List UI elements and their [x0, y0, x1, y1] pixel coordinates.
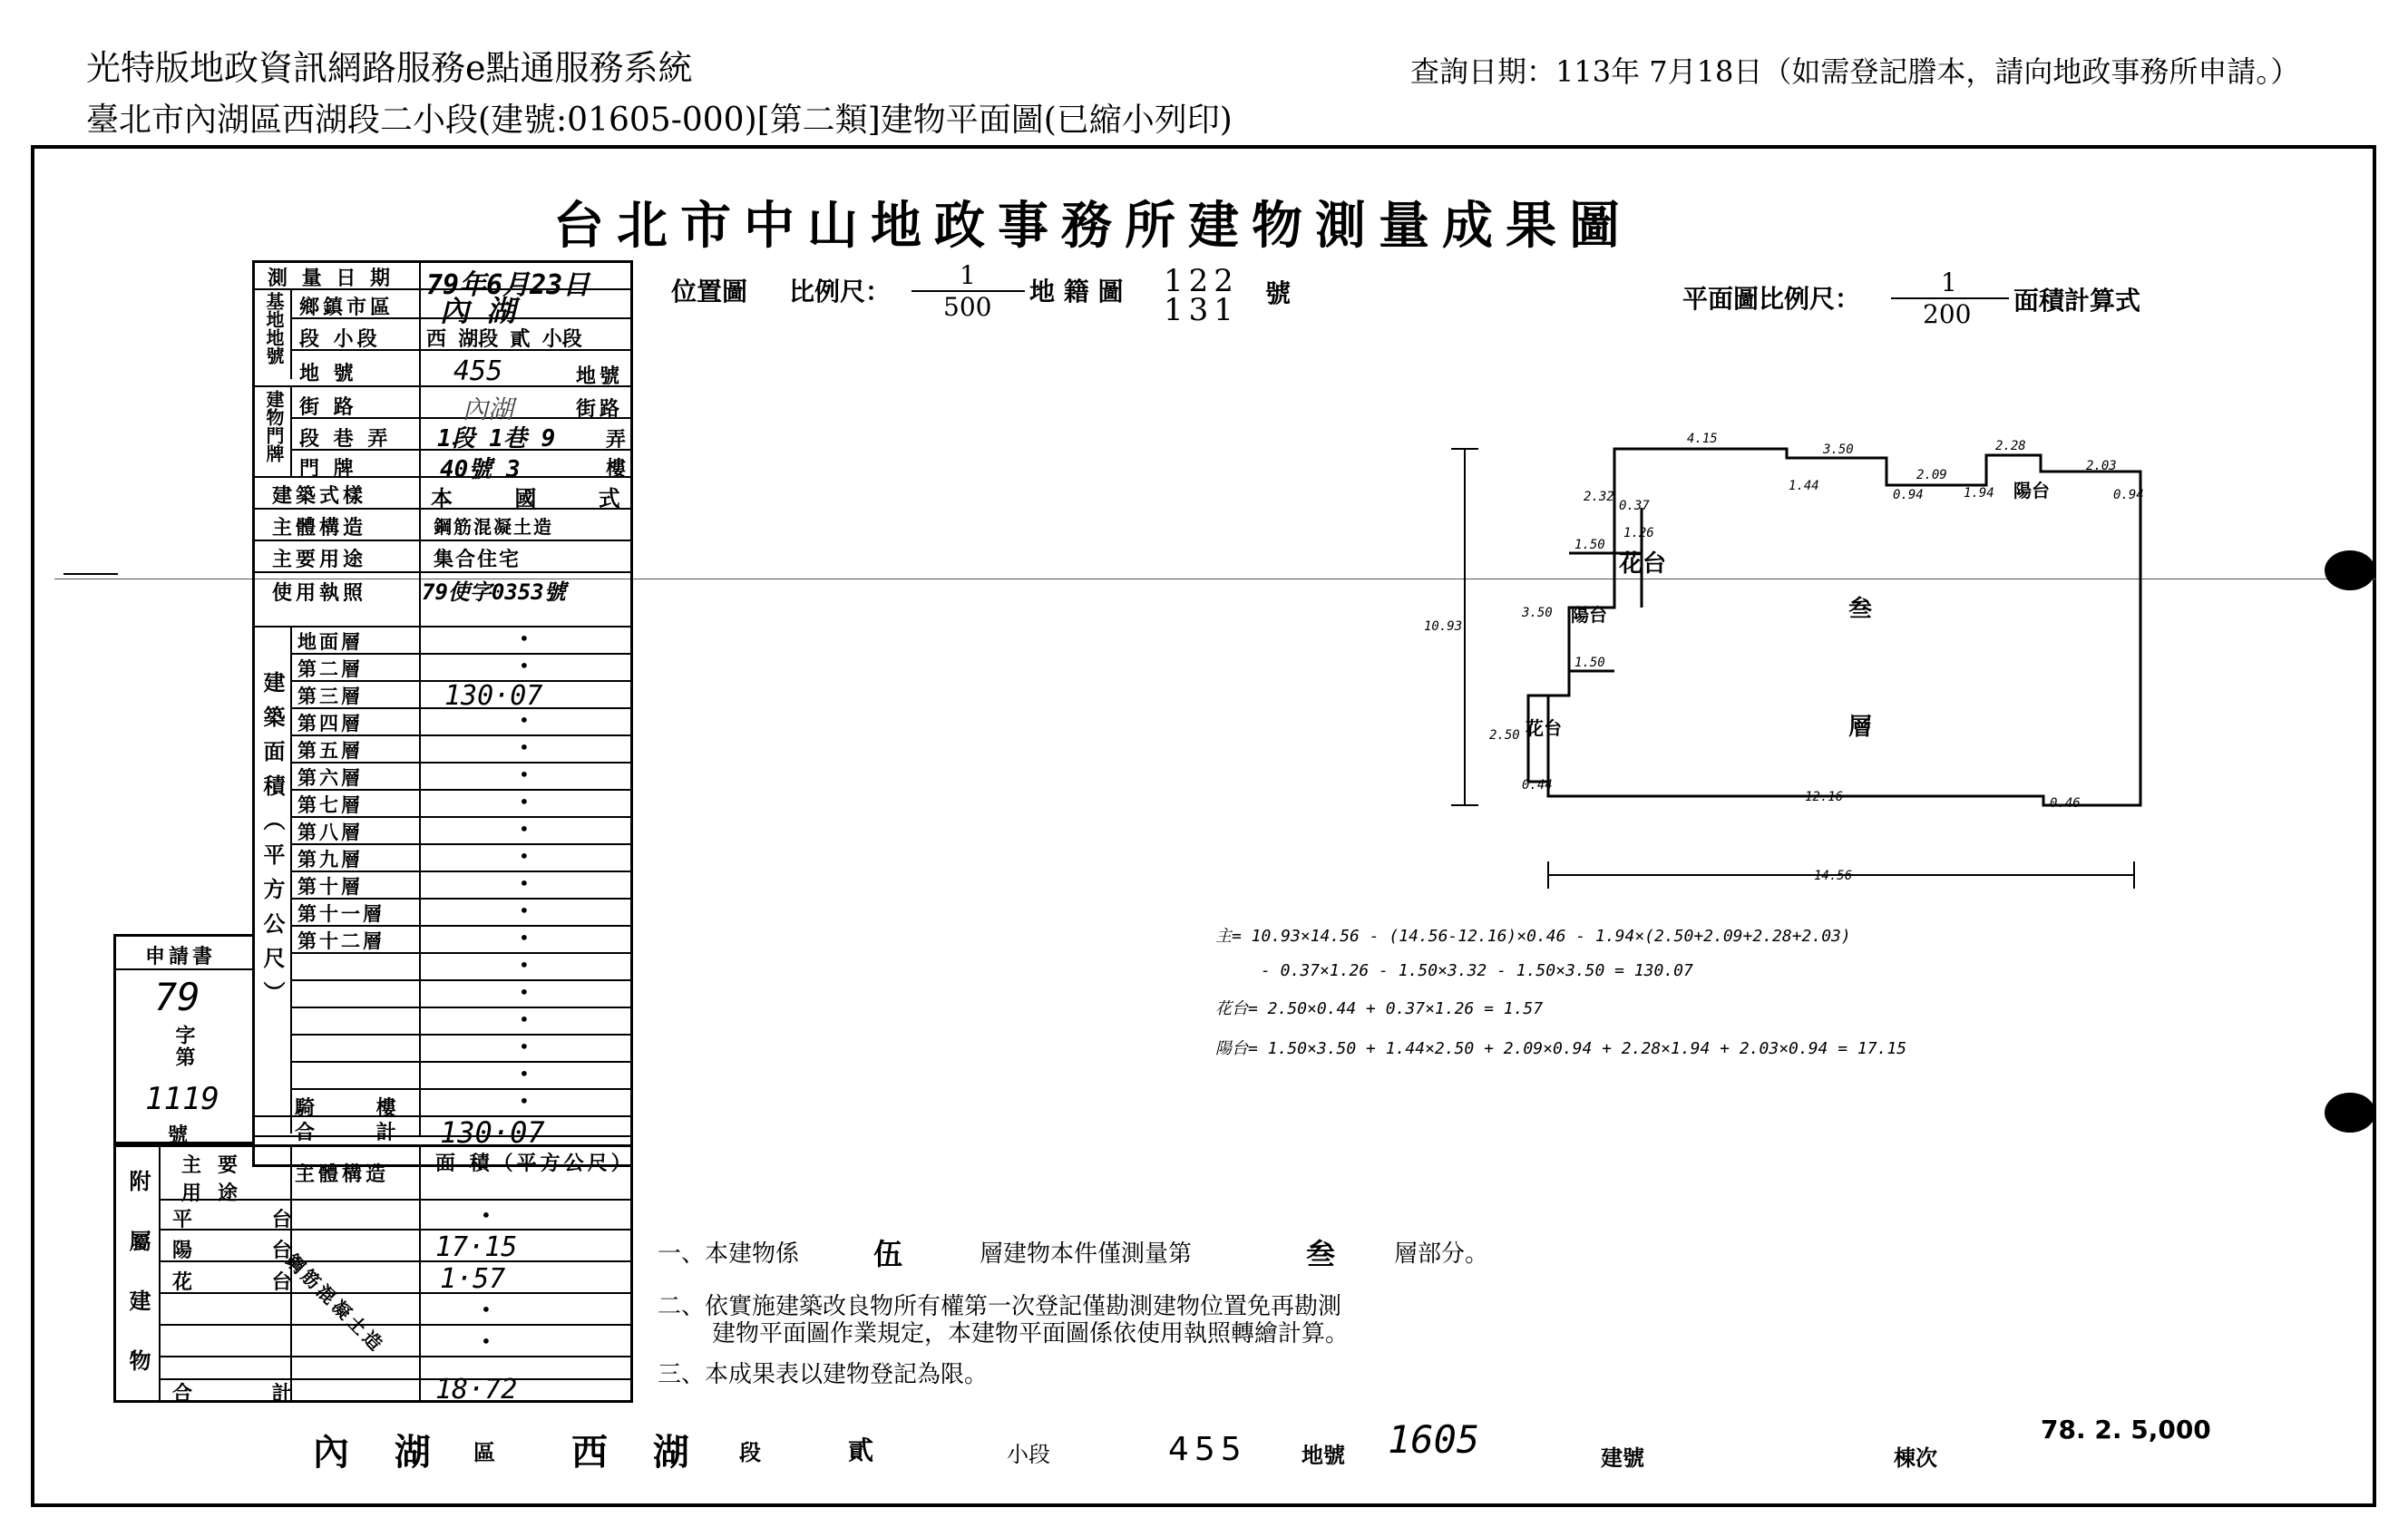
- dim-0-46: 0.46: [2050, 796, 2081, 811]
- application-label: 申請書: [145, 945, 217, 968]
- footer-lot-suffix: 地號: [1301, 1442, 1345, 1468]
- number-suffix: 樓: [606, 457, 630, 481]
- annex-total-label: 合 計: [172, 1382, 328, 1406]
- note-1-floor: 叁: [1306, 1237, 1336, 1271]
- street-label: 街 路: [299, 395, 357, 419]
- style-value: 本 國 式: [431, 485, 648, 511]
- area-label: 建築面積（平方公尺）: [259, 671, 286, 1016]
- base-lot-label: 基地地號: [263, 292, 285, 365]
- flower-area: 1·57: [440, 1263, 506, 1295]
- system-name: 光特版地政資訊網路服務e點通服務系統: [86, 48, 693, 88]
- footer-subsection: 貳: [848, 1435, 874, 1465]
- permit-label: 使用執照: [272, 581, 367, 605]
- floor-plan-drawing: [1415, 426, 2159, 898]
- formula-label: 面積計算式: [2013, 286, 2141, 316]
- floor-label: 第四層: [297, 712, 363, 734]
- note-1-b: 層建物本件僅測量第: [980, 1240, 1193, 1268]
- structure-value: 鋼筋混凝土造: [434, 516, 553, 538]
- lane-label: 段 巷 弄: [299, 427, 392, 451]
- empty-row-dot: •: [519, 981, 530, 1003]
- dim-0-44: 0.44: [1522, 778, 1553, 793]
- map-no-top: 122: [1164, 263, 1239, 299]
- note-3: 三、本成果表以建物登記為限。: [658, 1361, 989, 1388]
- dim-4-15: 4.15: [1687, 432, 1718, 446]
- floor-label: 第五層: [297, 739, 363, 762]
- footer-subsection-suffix: 小段: [1007, 1442, 1050, 1467]
- footer-print-code: 78. 2. 5,000: [2041, 1415, 2211, 1445]
- application-no-suffix: 號: [168, 1124, 192, 1147]
- third-floor-area: 130·07: [444, 680, 543, 712]
- form-col-1c: [290, 626, 292, 1133]
- annex-struct-label: 主體構造: [295, 1162, 390, 1186]
- floor-label: 第六層: [297, 766, 363, 789]
- form-col-2: [419, 260, 421, 1135]
- floor-area-dot: •: [519, 627, 530, 649]
- position-scale-label: 比例尺：: [789, 277, 892, 306]
- footer-unit-suffix: 棟次: [1894, 1445, 1937, 1471]
- floor-area-dot: •: [519, 764, 530, 785]
- dim-2-32: 2.32: [1584, 490, 1614, 504]
- floor-area-dot: •: [519, 872, 530, 894]
- punch-hole-bottom: [2325, 1093, 2375, 1133]
- total-label: 合 計: [295, 1121, 424, 1144]
- floor-area-dot: •: [519, 900, 530, 921]
- plan-scale-den: 200: [1923, 299, 1972, 329]
- township-label: 鄉鎮市區: [299, 296, 395, 319]
- street-value: 內湖: [463, 394, 514, 424]
- position-scale-den: 500: [943, 292, 992, 322]
- section-value: 西 湖段 貳 小段: [426, 328, 582, 351]
- calc-line-4: 陽台= 1.50×3.50 + 1.44×2.50 + 2.09×0.94 + 2.28×1.94 + 2.03×0.94 = 17.15: [1215, 1039, 1907, 1058]
- floor-area-dot: •: [519, 845, 530, 867]
- empty-row-dot: •: [519, 1063, 530, 1085]
- floor-label: 第九層: [297, 848, 363, 871]
- annex-dot-5: •: [481, 1330, 492, 1352]
- floor-area-dot: •: [519, 791, 530, 812]
- annex-total: 18·72: [435, 1374, 518, 1406]
- balcony-area: 17·15: [435, 1231, 518, 1263]
- footer-build-suffix: 建號: [1601, 1445, 1644, 1471]
- footer-section: 西 湖: [571, 1431, 706, 1474]
- floor-label: 第十二層: [297, 929, 385, 952]
- dim-0-94-b: 0.94: [2113, 488, 2144, 502]
- position-scale-num: 1: [960, 260, 976, 290]
- permit-value: 79使字0353號: [422, 579, 566, 605]
- floor-area-dot: •: [519, 818, 530, 840]
- plan-balcony-label-right: 陽台: [2013, 480, 2050, 501]
- annex-row-platform: 平 台: [172, 1208, 328, 1231]
- plan-room-label-1: 叁: [1848, 596, 1873, 623]
- total-area: 130·07: [440, 1115, 545, 1150]
- annex-dot-4: •: [481, 1299, 492, 1320]
- note-2-b: 建物平面圖作業規定，本建物平面圖係依使用執照轉繪計算。: [712, 1320, 1350, 1347]
- footer-section-suffix: 段: [739, 1439, 761, 1465]
- dim-0-94-a: 0.94: [1893, 488, 1924, 502]
- calc-line-1: 主= 10.93×14.56 - (14.56-12.16)×0.46 - 1.94×(2.50+2.09+2.28+2.03): [1215, 927, 1851, 946]
- number-label: 門 牌: [299, 457, 357, 481]
- form-col-1b: [290, 385, 292, 476]
- position-map-label: 位置圖: [671, 277, 748, 306]
- arcade-label: 騎 樓: [295, 1096, 424, 1120]
- plan-scale-num: 1: [1941, 268, 1957, 297]
- footer-district-suffix: 區: [473, 1439, 495, 1465]
- dim-0-37: 0.37: [1619, 499, 1650, 513]
- application-year: 79: [154, 975, 200, 1019]
- floor-area-dot: •: [519, 927, 530, 948]
- floor-label: 第十層: [297, 875, 363, 898]
- dim-10-93: 10.93: [1424, 619, 1463, 634]
- township-value: 內 湖: [440, 294, 516, 328]
- number-value: 40號 3: [440, 456, 521, 483]
- dim-1-50-b: 1.50: [1574, 656, 1605, 670]
- plan-room-label-2: 層: [1848, 714, 1873, 741]
- application-number: 1119: [145, 1081, 219, 1117]
- plan-scale-label: 平面圖比例尺：: [1682, 284, 1861, 314]
- dim-3-50: 3.50: [1823, 443, 1854, 457]
- floor-area-dot: •: [519, 709, 530, 731]
- application-word: 字第: [172, 1025, 196, 1068]
- empty-row-dot: •: [519, 1008, 530, 1030]
- punch-hole-top: [2325, 550, 2375, 590]
- footer-build-no: 1605: [1388, 1417, 1480, 1462]
- floor-label: 第七層: [297, 793, 363, 816]
- document-subtitle: 臺北市內湖區西湖段二小段(建號:01605-000)[第二類]建物平面圖(已縮小列印): [86, 102, 1233, 139]
- platform-dot: •: [481, 1204, 492, 1226]
- note-2-a: 二、依實施建築改良物所有權第一次登記僅勘測建物位置免再勘測: [658, 1293, 1342, 1320]
- form-col-1: [290, 288, 292, 379]
- survey-date-value: 79年6月23日: [426, 269, 590, 301]
- annex-struct-value: 鋼筋混凝土造: [281, 1249, 389, 1357]
- note-1-c: 層部分。: [1394, 1240, 1489, 1268]
- section-label: 段 小段: [299, 327, 381, 351]
- annex-area-label: 面 積（平方公尺）: [435, 1152, 635, 1175]
- structure-label: 主體構造: [272, 516, 367, 540]
- dim-3-50-b: 3.50: [1522, 606, 1553, 620]
- lot-suffix: 地號: [576, 365, 624, 388]
- lane-value: 1段 1巷 9: [437, 425, 556, 452]
- annex-label: 附屬建物: [125, 1170, 151, 1409]
- floor-area-dot: •: [519, 655, 530, 676]
- footer-district: 內 湖: [313, 1431, 447, 1474]
- floor-label: 第三層: [297, 685, 363, 707]
- floor-label: 第八層: [297, 821, 363, 843]
- usage-label: 主要用途: [272, 548, 367, 571]
- document-title: 台北市中山地政事務所建物測量成果圖: [553, 196, 1633, 256]
- lot-label: 地 號: [299, 362, 357, 385]
- note-1-a: 一、本建物係: [658, 1240, 800, 1268]
- plan-balcony-label-left: 陽台: [1571, 604, 1607, 626]
- floor-label: 第二層: [297, 657, 363, 680]
- query-date: 查詢日期：113年 7月18日（如需登記謄本，請向地政事務所申請。）: [1410, 54, 2300, 89]
- floor-label: 地面層: [297, 630, 363, 653]
- annex-row-flower: 花 台: [172, 1270, 328, 1294]
- annex-use-label: 主要用途: [181, 1153, 255, 1205]
- dim-1-50-a: 1.50: [1574, 538, 1605, 552]
- empty-row-dot: •: [519, 954, 530, 976]
- note-1-floors: 伍: [873, 1237, 903, 1271]
- dim-12-16: 12.16: [1805, 790, 1844, 804]
- survey-date-label: 測 量 日 期: [268, 267, 394, 290]
- floor-label: 第十一層: [297, 902, 385, 925]
- door-plate-label: 建物門牌: [263, 390, 285, 462]
- margin-mark: [63, 573, 118, 575]
- dim-1-94: 1.94: [1964, 486, 1994, 501]
- map-no-bottom: 131: [1164, 292, 1239, 328]
- dim-2-28: 2.28: [1995, 439, 2026, 453]
- dim-14-56: 14.56: [1814, 869, 1853, 883]
- map-no-suffix: 號: [1265, 278, 1292, 308]
- lot-value: 455: [453, 355, 503, 387]
- annex-row-balcony: 陽 台: [172, 1239, 328, 1262]
- dim-1-26: 1.26: [1623, 526, 1654, 540]
- street-suffix: 街路: [576, 397, 624, 421]
- usage-value: 集合住宅: [434, 548, 522, 571]
- arcade-dot: •: [519, 1090, 530, 1112]
- dim-1-44: 1.44: [1789, 479, 1819, 493]
- dim-2-50: 2.50: [1489, 728, 1520, 743]
- empty-row-dot: •: [519, 1036, 530, 1057]
- plan-flower-label-bottom: 花台: [1526, 717, 1562, 739]
- calc-line-3: 花台= 2.50×0.44 + 0.37×1.26 = 1.57: [1215, 999, 1544, 1018]
- footer-lot: 455: [1168, 1431, 1247, 1468]
- plan-flower-label-top: 花台: [1619, 550, 1667, 578]
- lane-suffix: 弄: [606, 428, 630, 452]
- cadastral-label: 地 籍 圖: [1029, 277, 1124, 306]
- calc-line-2: - 0.37×1.26 - 1.50×3.32 - 1.50×3.50 = 130.07: [1261, 961, 1693, 980]
- floor-area-dot: •: [519, 736, 530, 758]
- dim-2-09: 2.09: [1916, 468, 1947, 482]
- dim-2-03: 2.03: [2086, 459, 2117, 473]
- style-label: 建築式樣: [272, 484, 367, 508]
